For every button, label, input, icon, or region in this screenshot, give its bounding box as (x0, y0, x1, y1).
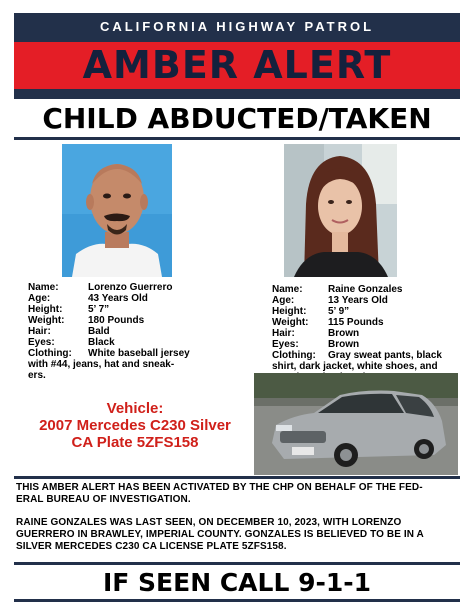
child-row-name (272, 284, 462, 295)
field-value: Bald (88, 326, 110, 337)
field-label: Eyes: (272, 339, 299, 350)
notice-line: GUERRERO IN BRAWLEY, IMPERIAL COUNTY. GONZALES IS BELIEVED TO BE IN A (16, 529, 424, 540)
field-value: Black (88, 337, 115, 348)
field-label: Eyes: (28, 337, 55, 348)
child-row-weight (272, 317, 462, 328)
notice-line: SILVER MERCEDES C230 CA LICENSE PLATE 5ZFS158. (16, 541, 287, 552)
field-label: Clothing: (272, 350, 316, 361)
vehicle-model: 2007 Mercedes C230 Silver (39, 417, 231, 434)
suspect-photo (62, 144, 172, 277)
field-label: Clothing: (28, 348, 72, 359)
activation-notice (16, 482, 458, 506)
field-label: Name: (28, 282, 59, 293)
suspect-info (28, 282, 252, 381)
child-clothing-cont: shirt, dark jacket, white shoes, and (272, 361, 438, 372)
field-value: Gray sweat pants, black (328, 350, 442, 361)
field-value: 5’ 7” (88, 304, 110, 315)
suspect-row-weight (28, 315, 252, 326)
child-row-eyes (272, 339, 462, 350)
child-row-height (272, 306, 462, 317)
divider (14, 562, 460, 565)
agency-name: CALIFORNIA HIGHWAY PATROL (99, 19, 375, 34)
field-label: Age: (272, 295, 295, 306)
vehicle-info (12, 400, 258, 451)
field-value: Raine Gonzales (328, 284, 403, 295)
field-label: Height: (28, 304, 63, 315)
alert-title: AMBER ALERT (14, 42, 460, 89)
notice-line: RAINE GONZALES WAS LAST SEEN, ON DECEMBER 10, 2023, WITH LORENZO (16, 517, 402, 528)
last-seen-notice (16, 517, 458, 553)
vehicle-photo (254, 373, 458, 475)
vehicle-heading: Vehicle: (106, 400, 164, 417)
suspect-row-eyes (28, 337, 252, 348)
field-label: Age: (28, 293, 51, 304)
notice-line: ERAL BUREAU OF INVESTIGATION. (16, 494, 191, 505)
field-label: Weight: (272, 317, 309, 328)
field-value: White baseball jersey (88, 348, 190, 359)
field-value: Brown (328, 339, 360, 350)
notice-line: THIS AMBER ALERT HAS BEEN ACTIVATED BY THE CHP ON BEHALF OF THE FED- (16, 482, 423, 493)
field-label: Name: (272, 284, 303, 295)
suspect-row-age (28, 293, 252, 304)
child-photo (284, 144, 397, 277)
suspect-row-clothing (28, 348, 252, 359)
field-label: Hair: (272, 328, 295, 339)
headline: CHILD ABDUCTED/TAKEN (42, 102, 432, 135)
divider (14, 137, 460, 140)
child-row-hair (272, 328, 462, 339)
field-value: 180 Pounds (88, 315, 145, 326)
vehicle-plate: CA Plate 5ZFS158 (71, 434, 199, 451)
divider (14, 599, 460, 602)
child-row-age (272, 295, 462, 306)
suspect-clothing-cont: with #44, jeans, hat and sneak- (28, 359, 175, 370)
field-value: 13 Years Old (328, 295, 388, 306)
field-label: Hair: (28, 326, 51, 337)
suspect-clothing-cont: ers. (28, 370, 46, 381)
field-value: 115 Pounds (328, 317, 384, 328)
suspect-row-height (28, 304, 252, 315)
suspect-row-hair (28, 326, 252, 337)
child-info (272, 284, 462, 383)
field-value: Brown (328, 328, 360, 339)
field-value: 5’ 9” (328, 306, 350, 317)
divider (14, 476, 460, 479)
field-value: 43 Years Old (88, 293, 148, 304)
header-banner (14, 13, 460, 99)
field-value: Lorenzo Guerrero (88, 282, 173, 293)
field-label: Weight: (28, 315, 65, 326)
suspect-row-name (28, 282, 252, 293)
field-label: Height: (272, 306, 307, 317)
call-to-action: IF SEEN CALL 9-1-1 (102, 568, 372, 597)
child-row-clothing (272, 350, 462, 361)
